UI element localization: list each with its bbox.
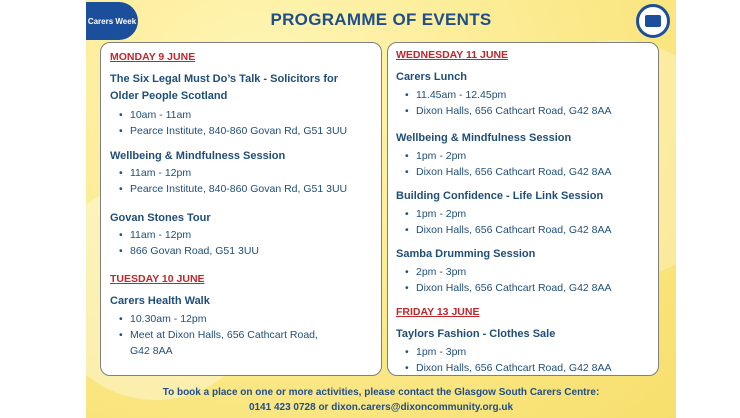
event-location: • Dixon Halls, 656 Cathcart Road, G42 8AA bbox=[416, 222, 612, 238]
event-location: • Dixon Halls, 656 Cathcart Road, G42 8AA bbox=[416, 360, 612, 376]
event-location: • Pearce Institute, 840-860 Govan Rd, G51 3UU bbox=[130, 181, 347, 197]
right-events-panel bbox=[387, 42, 659, 376]
event-time: • 10am - 11am bbox=[130, 107, 191, 123]
event-location-continued: G42 8AA bbox=[130, 345, 173, 357]
event-location: • Dixon Halls, 656 Cathcart Road, G42 8AA bbox=[416, 280, 612, 296]
event-title: Carers Health Walk bbox=[110, 295, 210, 307]
event-location: • Dixon Halls, 656 Cathcart Road, G42 8AA bbox=[416, 164, 612, 180]
contact-info: 0141 423 0728 or dixon.carers@dixoncommunity.org.uk bbox=[248, 402, 514, 413]
event-title: Samba Drumming Session bbox=[396, 248, 536, 260]
event-title: Carers Lunch bbox=[396, 71, 467, 83]
poster bbox=[86, 0, 676, 418]
event-time: • 11am - 12pm bbox=[130, 227, 191, 243]
event-time: • 1pm - 2pm bbox=[416, 148, 466, 164]
carers-week-logo: Carers Week bbox=[86, 2, 138, 40]
event-title: Older People Scotland bbox=[110, 90, 228, 102]
day-heading-friday: FRIDAY 13 JUNE bbox=[396, 306, 480, 318]
event-title: Govan Stones Tour bbox=[110, 212, 211, 224]
left-events-panel bbox=[100, 42, 382, 376]
event-title: Wellbeing & Mindfulness Session bbox=[396, 132, 572, 144]
day-heading-wednesday: WEDNESDAY 11 JUNE bbox=[396, 49, 509, 61]
event-location: • 866 Govan Road, G51 3UU bbox=[130, 243, 259, 259]
event-location: • Dixon Halls, 656 Cathcart Road, G42 8AA bbox=[416, 103, 612, 119]
event-time: • 1pm - 3pm bbox=[416, 344, 466, 360]
page-title: PROGRAMME OF EVENTS bbox=[270, 10, 492, 29]
day-heading-tuesday: TUESDAY 10 JUNE bbox=[110, 273, 205, 285]
day-heading-monday: MONDAY 9 JUNE bbox=[110, 51, 196, 63]
event-time: • 10.30am - 12pm bbox=[130, 311, 206, 327]
event-location: • Meet at Dixon Halls, 656 Cathcart Road, bbox=[130, 327, 318, 343]
event-title: Wellbeing & Mindfulness Session bbox=[110, 150, 286, 162]
booking-info: To book a place on one or more activities, please contact the Glasgow South Carers Centre: bbox=[162, 387, 600, 398]
event-time: • 2pm - 3pm bbox=[416, 264, 466, 280]
event-title: Taylors Fashion - Clothes Sale bbox=[396, 328, 556, 340]
event-title: The Six Legal Must Do’s Talk - Solicitors for bbox=[110, 73, 338, 85]
event-time: • 11.45am - 12.45pm bbox=[416, 87, 506, 103]
event-time: • 11am - 12pm bbox=[130, 165, 191, 181]
event-location: • Pearce Institute, 840-860 Govan Rd, G51 3UU bbox=[130, 123, 347, 139]
event-title: Building Confidence - Life Link Session bbox=[396, 190, 604, 202]
event-time: • 1pm - 2pm bbox=[416, 206, 466, 222]
